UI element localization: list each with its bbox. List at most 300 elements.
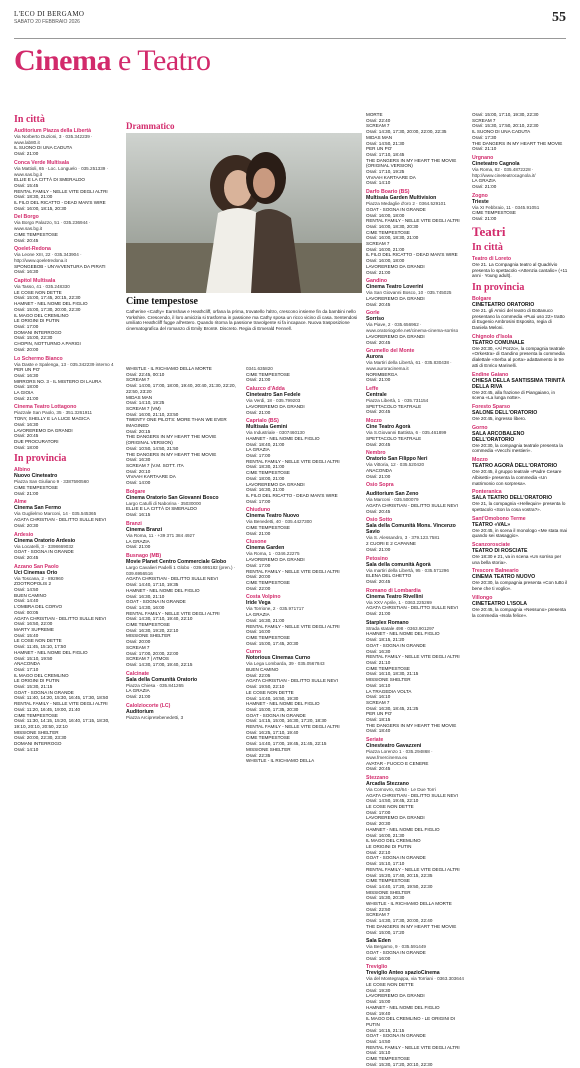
showtime-line: CIME TEMPESTOSE: [366, 1056, 410, 1062]
venue-town: Albino: [14, 467, 31, 474]
venue-town: Gandino: [366, 278, 388, 285]
showtime-line: Orari: 16:00, 18:15, 20:30: [14, 205, 67, 211]
venue-listing: [472, 193, 568, 222]
venue-town: Ponteranica: [472, 489, 502, 496]
showtime-line: SCREAM 7: [472, 117, 496, 123]
showtime-line: Orari: 16:30, 21:00: [246, 487, 285, 493]
venue-name: SALA ARCOBALENO DELL'ORATORIO: [472, 430, 525, 443]
showtime-line: MIDAS MAN: [126, 394, 153, 400]
showtime-line: Orari: 21:00: [472, 216, 497, 222]
showtime-line: Orari: 18:30, 21:00: [14, 194, 53, 200]
venue-address: Via S. Alessandro, 3 · 379.123.7581: [366, 535, 440, 541]
showtime-line: Orari: 16:00, 18:30, 20:30: [366, 223, 419, 229]
venue-listing: [246, 386, 358, 415]
showtime-line: Orari: 21:00: [126, 544, 151, 550]
showtime-line: MIRRORS NO. 3 - IL MISTERO DI LAURA: [14, 378, 102, 384]
showtime-line: Orari: 17:00: [246, 498, 271, 504]
venue-listing: [126, 521, 238, 550]
showtime-line: HAMNET - NEL NOME DEL FIGLIO: [366, 631, 440, 637]
showtime-line: CIME TEMPESTOSE: [126, 622, 170, 628]
showtime-line: Orari: 20:45: [366, 441, 391, 447]
venue-listing: [14, 467, 118, 496]
venue-name: SALONE DELL'ORATORIO: [472, 409, 538, 416]
venue-town: Capitol Multisala: [14, 278, 56, 285]
showtime-line: Orari: 21:00: [126, 694, 151, 700]
venue-town: Azzano San Paolo: [14, 563, 59, 570]
venue-name: Iride Vega: [246, 600, 271, 607]
venue-town: Leffe: [366, 386, 379, 393]
showtime-line: GOAT - SOGNA IN GRANDE: [366, 642, 426, 648]
showtime-line: Orari: 16:10: [366, 694, 391, 700]
venue-name: TEATRO AGORÀ DELL'ORATORIO: [472, 463, 558, 470]
showtime-line: VIVAAH KARTAARE DA: [366, 174, 416, 180]
venue-name: Trieste: [472, 198, 489, 205]
showtime-line: LAVOREREMO DA GRANDI: [246, 481, 305, 487]
showtime-line: Orari: 17:00: [366, 809, 391, 815]
showtime-line: Orari: 16:30, 19:20, 22:10: [126, 627, 179, 633]
venue-address: Via Roma, 11 · +39 371 384 4927: [126, 532, 195, 538]
venue-name: CINETEATRO ORATORIO: [472, 301, 535, 308]
showtime-line: HAMNET - NEL NOME DEL FIGLIO: [246, 435, 320, 441]
venue-name: Multisala Garden Multivision: [366, 195, 437, 202]
venue-address: Via Daste e Spalenga, 13 · 035.342239 interno 4: [14, 361, 114, 367]
venue-town: Endine Gaiano: [472, 371, 509, 378]
showtime-line: HAMNET - NEL NOME DEL FIGLIO: [366, 826, 440, 832]
showtime-line: RENTAL FAMILY - NELLE VITE DEGLI ALTRI: [366, 1044, 460, 1050]
venue-town: Scanzorosciate: [472, 542, 511, 549]
venue-listing: [472, 256, 568, 279]
venue-listing: [366, 938, 464, 961]
showtime-line: Orari: 11:30, 14:15, 15:20, 16:40, 17:15, 18:30, 19:10, 20:10, 20:50, 22:10: [14, 718, 110, 729]
showtime-line: Orari: 19:40: [366, 1010, 391, 1016]
showtime-line: ELLIE E LA CITTÀ DI SMERALDO: [14, 177, 85, 183]
showtime-line: LA TRAGEDIA VOLTA: [366, 688, 412, 694]
review-title: Cime tempestose: [126, 296, 198, 307]
showtime-line: Orari: 20:00, 22:30, 23:30: [14, 735, 67, 741]
venue-town: Petosino: [366, 555, 388, 562]
venue-listing: [366, 310, 464, 345]
venue-listing: [472, 112, 568, 152]
showtime-line: Orari: 14:40, 17:20, 19:50, 22:30: [366, 883, 433, 889]
showtime-line: Orari: 22:50: [366, 906, 391, 912]
showtime-line: Orari: 15:10: [366, 1050, 391, 1056]
venue-name: Cinema Teatro Loverini: [366, 284, 424, 291]
venue-listing: [14, 532, 118, 561]
venue-name: Auditorium San Zeno: [366, 491, 419, 498]
showtime-line: Orari: 16:30: [14, 372, 39, 378]
showtime-line: DOMANI INTERROGO: [14, 329, 62, 335]
showtime-line: Orari: 21:00: [366, 611, 391, 617]
venue-address: Piazza San Giuliano 9 · 3387590560: [14, 479, 89, 485]
showtime-line: MORTE: [366, 112, 383, 117]
venue-town: Alme: [14, 499, 27, 506]
showtime-line: Orari: 17:30: [472, 134, 497, 140]
venue-town: Chignolo d'Isola: [472, 333, 513, 340]
venue-address: Piazza Chiesa · 035.841265: [126, 682, 184, 688]
venue-listing: [366, 964, 464, 1067]
showtime-line: RENTAL FAMILY - NELLE VITE DEGLI ALTRI: [14, 188, 108, 194]
showtime-line: 2 CUORI E 2 CAPANNE: [366, 541, 416, 547]
showtime-line: MISSIONE SHELTER: [246, 746, 291, 752]
showtime-line: NORIMBERGA: [366, 371, 398, 377]
showtime-line: THE DANGERS IN MY HEART THE MOVIE: [472, 140, 563, 146]
venue-listing: [14, 128, 118, 157]
showtime-line: THE DANGERS IN MY HEART THE MOVIE (ORIGINAL VERSION): [126, 434, 217, 446]
showtime-line: Orari: 14:50: [366, 1039, 391, 1045]
showtime-line: Orari: 22:10: [366, 849, 391, 855]
showtime-line: Orari: 15:30, 21:15: [14, 684, 53, 690]
showtime-line: Orari: 11:45, 15:10, 17:50: [14, 644, 67, 650]
showtime-line: Orari: 19:50, 22:10: [246, 684, 285, 690]
showtime-line: Orari: 14:50, 19:45, 22:10: [366, 798, 419, 804]
showtime-line: Orari: 16:30, 21:10: [126, 593, 165, 599]
page-title: Cinema e Teatro: [14, 44, 211, 77]
venue-town: Grumello del Monte: [366, 348, 415, 355]
showtime-line: HAMNET - NEL NOME DEL FIGLIO: [14, 301, 88, 307]
showtime-line: Orari: 16:00, 18:00: [366, 212, 405, 218]
venue-town: Osio Sopra: [366, 482, 394, 489]
venue-listing: [366, 556, 464, 585]
venue-address: Via Toscana, 2 · 892960: [14, 575, 64, 581]
venue-town: Calcinate: [126, 670, 150, 677]
venue-address: Via martiri della Libertà, 95 · 035.571296: [366, 567, 449, 573]
newspaper-name: L'ECO DI BERGAMO: [14, 10, 85, 18]
showtime-line: MIDAS MAN: [366, 134, 393, 140]
showtime-line: Orari: 21:00: [14, 395, 39, 401]
showtime-line: Orari: 14:30, 17:10, 19:40, 22:10: [126, 616, 193, 622]
section-teatri: Teatri: [472, 223, 506, 239]
showtime-line: Orari: 11:20, 16:45, 19:00, 21:40: [14, 706, 81, 712]
showtime-line: Orari: 11:40, 14:20, 15:30, 16:45, 17:30, 18:50: [14, 695, 109, 701]
venue-listing: [14, 356, 118, 402]
showtime-line: Orari: 15:20, 17:40, 20:15, 22:35: [366, 872, 433, 878]
showtime-line: CIME TEMPESTOSE: [14, 231, 58, 237]
showtime-line: Orari: 10:50, 14:50, 21:50: [126, 445, 179, 451]
showtime-line: MISSIONE SHELTER: [126, 633, 171, 639]
showtime-line: CIME TEMPESTOSE: [246, 634, 290, 640]
showtime-line: Orari: 17:10, 18:45: [366, 151, 405, 157]
showtime-line: Orari: 22:35: [246, 752, 271, 758]
venue-listing: [14, 160, 118, 212]
showtime-line: CIME TEMPESTOSE: [246, 579, 290, 585]
showtime-line: Orari: 15:45: [14, 182, 39, 188]
showtime-line: TONY, SHELLY E LA LUCE MAGICA: [14, 416, 90, 422]
showtime-line: Orari: 19:30: [366, 987, 391, 993]
showtime-line: BUEN CAMINO: [14, 592, 47, 598]
venue-name: Auditorium: [126, 708, 154, 715]
showtime-line: IL MAGO DEL CREMLINO: [366, 838, 421, 844]
venue-address: Strada statale 498 · 0363.901297: [366, 625, 435, 631]
showtime-line: Orari: 21:00: [366, 473, 391, 479]
venue-listing: [472, 457, 568, 486]
showtime-line: GOAT - SOGNA IN GRANDE: [246, 712, 306, 718]
showtime-line: Orari: 21:00: [246, 530, 271, 536]
showtime-line: HAMNET - NEL NOME DEL FIGLIO: [366, 1004, 440, 1010]
showtime-line: LE COSE NON DETTE: [246, 689, 294, 695]
venue-address: Via Vittoria, 12 · 035.520420: [366, 462, 425, 468]
venue-listing: [126, 671, 238, 700]
venue-listing: [14, 214, 118, 243]
showtime-line: Orari: 15:00, 22:30: [14, 335, 53, 341]
showtime-line: Orari: 22:00: [246, 585, 271, 591]
showtime-line: Orari: 16:30: [366, 648, 391, 654]
showtime-line: Orari: 14:30, 17:00, 19:40, 22:15: [126, 661, 193, 667]
showtime-line: TWENTY ONE PILOTS: MORE THAN WE EVER IMAGINED: [126, 417, 227, 429]
venue-name: CINEMA TEATRO NUOVO: [472, 574, 536, 581]
venue-name: TEATRO DI ROSCIATE: [472, 548, 528, 555]
venue-address: Largo Cavalieri Padelli 1 Globo · 039.695182 (pren.) · 039.6956516: [126, 564, 236, 576]
venue-name: Cinesteatro Gavazzeni: [366, 743, 422, 750]
showtime-line: Orari: 15:10, 17:10: [366, 861, 405, 867]
showtime-line: CIME TEMPESTOSE: [246, 525, 290, 531]
showtime-line: Orari: 16:10, 18:30, 21:15: [366, 671, 419, 677]
venue-address: Via Locatelli, 3 · 3398669032: [14, 543, 74, 549]
venue-listing: [246, 649, 358, 764]
venue-address: Via Industriale · 0307460130: [246, 430, 305, 436]
showtime-line: SPETTACOLO TEATRALE: [366, 403, 422, 409]
venue-listing: [366, 588, 464, 617]
showtime-line: Orari: 21:10: [366, 660, 391, 665]
venue-name: Oratorio San Filippo Neri: [366, 456, 428, 463]
showtime-line: Orari: 20:45: [366, 409, 391, 415]
showtime-line: Ore 18:30 e 21, va in scena «Un sorriso per una bella storia».: [472, 554, 562, 565]
showtime-line: Orari: 16:30, 18:45, 21:25: [366, 705, 419, 711]
showtime-line: LAVOREREMO DA GRANDI: [246, 557, 305, 563]
venue-address: Via S.Giovanni Battista, 6 · 035.461899: [366, 430, 447, 436]
showtime-line: Orari: 16:00, 21:00: [366, 246, 405, 252]
venue-address: Via Roma, 82 · 035.4872228 · http://www.cineteatrocagnola.it/: [472, 166, 536, 178]
venue-name: Cineteatro Cagnola: [472, 160, 520, 167]
showtime-line: LA GRAZIA: [246, 612, 270, 618]
venue-listing: [472, 404, 568, 422]
venue-listing: [366, 189, 464, 275]
showtime-line: LE COSE NON DETTE: [14, 638, 62, 644]
venue-name: Sorriso: [366, 316, 385, 323]
showtime-line: VIVAAH KARTAARE DA: [126, 474, 176, 480]
venue-address: Via XI Febbraio, 11 · 0345.91051: [472, 204, 540, 210]
showtime-line: Orari: 21:00: [366, 546, 391, 552]
showtime-line: LE ORIGINI DI PUTIN: [366, 843, 412, 849]
venue-address: 0341.635820: [246, 366, 273, 371]
page-header: [14, 10, 566, 38]
showtime-line: SCREAM 7 (V.M. SOTT. ITA: [126, 462, 184, 468]
venue-town: Calolziocorte (LC): [126, 702, 171, 709]
venue-town: Villongo: [472, 594, 493, 601]
showtime-line: BUEN CAMINO: [246, 667, 279, 673]
showtime-line: LA GRAZIA: [472, 178, 496, 184]
showtime-line: Ore 20:45, alla frazione di Piangaiano, in scena «La lunga notte».: [472, 389, 555, 401]
venue-address: Via del Montegrappa, via Torriani · 0363.303644: [366, 976, 464, 982]
venue-listing: [472, 372, 568, 401]
showtime-line: Orari: 14:40, 17:10, 19:35: [126, 582, 179, 588]
showtime-line: AGATA CHRISTIAN - DELITTO SULLE NEVI: [246, 678, 338, 684]
showtime-line: HAMNET - NEL NOME DEL FIGLIO: [126, 587, 200, 593]
showtime-line: WHISTLE - IL RICHIAMO DELLA MORTE: [366, 901, 452, 907]
showtime-line: MISSIONE SHELTER: [366, 677, 411, 683]
showtime-line: LE ORIGINI DI PUTIN: [14, 678, 60, 684]
showtime-line: Orari: 20:45: [14, 237, 39, 243]
venue-town: Mozzo: [472, 457, 488, 464]
review-body: Catherine «Cathy» Earnshaw e Heathcliff, orfana la prima, trovatello l'altro, crescono insieme fin da bambini nello Yorkshire. Crescendo, il loro amicizia si trasforma in passione ma Cathy sposa un ricco vicino di casa. Sentendosi umiliato Heathcliff fugge all'estero. Quando ritorna la passione travolgente si fa incapace. Nuova trasposizione cinematografica del romanzo di Emily Brontë. Discreto. Regia di Emerald Fennell.: [126, 309, 358, 331]
showtime-line: LE COSE NON DETTE: [366, 982, 414, 988]
showtime-line: DUE PROCURATORI: [14, 438, 59, 444]
showtime-line: Orari: 14:10, 19:25: [126, 400, 165, 406]
venue-name: Cinema Oratorio Ardesio: [14, 537, 76, 544]
showtime-line: Orari: 21:00: [14, 490, 39, 496]
venue-name: Cinema San Fermo: [14, 505, 61, 512]
venue-town: Ardesio: [14, 531, 34, 538]
header-rule: [14, 38, 566, 39]
showtime-line: Orari: 18:00: [14, 444, 39, 450]
showtime-line: Orari: 20:45: [14, 554, 39, 560]
showtime-line: IL FILO DEL RICATTO - DEAD MAN'S WIRE: [366, 252, 458, 258]
venue-name: Cineteatro San Fedele: [246, 392, 301, 399]
showtime-line: LA GRAZIA: [126, 688, 150, 694]
showtime-line: Orari: 16:10: [366, 682, 391, 688]
showtime-line: AGATA CHRISTIAN - DELITTO SULLE NEVI: [14, 517, 106, 523]
showtime-line: SCREAM 7: [126, 644, 150, 650]
showtime-line: Orari: 15:00, 17:45, 20:30: [246, 640, 299, 646]
venue-listing: [472, 542, 568, 565]
venue-listing: [246, 507, 358, 536]
showtime-line: IL FILO DEL RICATTO - DEAD MAN'S WIRE: [14, 200, 106, 206]
showtime-line: PER UN PO': [366, 146, 393, 152]
showtime-line: Orari: 15:00, 17:45, 20:15, 22:30: [14, 295, 81, 301]
venue-listing: [472, 516, 568, 539]
venue-listing: [472, 334, 568, 369]
venue-listing: [246, 366, 358, 383]
showtime-line: GOAT - SOGNA IN GRANDE: [366, 1033, 426, 1039]
venue-name: Centrale: [366, 392, 387, 399]
showtime-line: IL MAGO DEL CREMLINO: [14, 312, 69, 318]
venue-address: Via San Giovanni Bosco, 10 · 035.745025: [366, 290, 452, 296]
venue-town: Bolgare: [472, 295, 492, 302]
showtime-line: Orari: 15:00, 17:10, 19:30, 22:30: [472, 112, 539, 117]
venue-address: Piazzale San Paolo, 35 · 351.3261911: [14, 410, 93, 416]
showtime-line: HAMNET - NEL NOME DEL FIGLIO: [14, 649, 88, 655]
venue-name: Cinema Branzi: [126, 526, 163, 533]
showtime-line: Ore 21. La Compagnia teatro al Quadrivio presenta lo spettacolo «Attenzia cantalio» (+11 anni · Young adult).: [472, 261, 568, 279]
showtime-line: CIME TEMPESTOSE: [14, 485, 58, 491]
showtime-line: DOMANI INTERROGO: [14, 741, 62, 747]
showtime-line: Ore 20:45, in scena il monologo «Me stata mai quando sei stasaggio».: [472, 527, 567, 539]
showtime-line: AGATA CHRISTIAN - DELITTO SULLE NEVI: [14, 615, 106, 621]
venue-address: Via Roma, 1 · 0346.22275: [246, 551, 300, 557]
showtime-line: Orari: 16:30: [14, 421, 39, 427]
venue-town: Clusone: [246, 539, 267, 546]
venue-address: Via Piave, 2 · 035.656962 · www.oratoriogorle.net/cinema-cinema-sorriso: [366, 322, 459, 334]
showtime-line: Orari: 20:45: [366, 339, 391, 345]
venue-address: Piazza Libertà, 1 · 035.731154: [366, 398, 429, 404]
venue-town: Teatro di Loreto: [472, 255, 512, 262]
showtime-line: RENTAL FAMILY - NELLE VITE DEGLI ALTRI: [366, 654, 460, 660]
venue-listing: [14, 499, 118, 528]
showtime-line: PER UN PO': [14, 367, 41, 373]
showtime-line: AGATA CHRISTIAN - DELITTO SULLE NEVI: [366, 792, 458, 798]
showtime-line: Orari: 18:40: [366, 728, 391, 734]
venue-name: Cinema Oratorio San Giovanni Bosco: [126, 494, 219, 501]
venue-address: Via Guglielmo Marconi, 14 · 035.545365: [14, 511, 97, 517]
venue-name: Sala della comunità Agorà: [366, 561, 431, 568]
venue-town: Sant'Omobono Terme: [472, 515, 526, 522]
film-review: [126, 296, 362, 331]
showtime-line: SCREAM 7 | ATMOS: [126, 656, 169, 662]
showtime-line: Orari: 14:30, 16:00: [126, 604, 165, 610]
venue-listing: [366, 112, 464, 186]
subsection-heading: In provincia: [472, 281, 525, 293]
showtime-line: Orari: 14:50: [14, 587, 39, 593]
showtime-line: IL SUONO DI UNA CADUTA: [472, 129, 531, 135]
showtime-line: CIME TEMPESTOSE: [14, 712, 58, 718]
showtime-line: IL MAGO DEL CREMLINO: [14, 672, 69, 678]
showtime-line: Orari: 18:30, 21:00: [246, 464, 285, 470]
venue-name: Movie Planet Centro Commerciale Globo: [126, 558, 227, 565]
showtime-line: CIME TEMPESTOSE: [472, 210, 516, 216]
venue-listing: [366, 418, 464, 447]
showtime-line: SPETTACOLO TEATRALE: [366, 435, 422, 441]
showtime-line: WHISTLE - IL RICHIAMO DELLA: [246, 758, 315, 764]
showtime-line: GOAT - SOGNA IN GRANDE: [126, 599, 186, 605]
showtime-line: RENTAL FAMILY - NELLE VITE DEGLI ALTRI: [246, 458, 340, 464]
showtime-line: LAVOREREMO DA GRANDI: [366, 993, 425, 999]
showtime-line: CIME TEMPESTOSE: [366, 878, 410, 884]
film-still-image: [126, 133, 362, 293]
showtime-line: RENTAL FAMILY - NELLE VITE DEGLI ALTRI: [366, 866, 460, 872]
showtime-line: Orari: 20:45: [366, 508, 391, 514]
showtime-line: Ore 20:45, il gruppo teatrale «Padre Cesare Albisetti» presenta la commedia «Un matrimonio con sorpresa».: [472, 469, 562, 486]
showtime-line: LAVOREREMO DA GRANDI: [366, 295, 425, 301]
showtime-line: Orari: 20:45: [366, 301, 391, 307]
venue-town: Nembro: [366, 450, 386, 457]
venue-town: Trescore Balneario: [472, 568, 519, 575]
column-3: [246, 366, 358, 836]
showtime-line: ELENA DEL GHETTO: [366, 573, 412, 579]
showtime-line: Orari: 17:10, 19:25: [366, 169, 405, 175]
showtime-line: RENTAL FAMILY - NELLE VITE DEGLI ALTRI: [246, 568, 340, 574]
showtime-line: RENTAL FAMILY - NELLE VITE DEGLI ALTRI: [126, 610, 220, 616]
showtime-line: MISSIONE SHELTER: [366, 889, 411, 895]
showtime-line: Orari: 15:00, 17:35, 20:30: [246, 706, 299, 712]
showtime-line: PER UN PO': [366, 711, 393, 717]
venue-town: Branzi: [126, 520, 142, 527]
showtime-line: Ore 20:30, «Al Pozzo», la compagnia teatrale «Orkestra» di Gandino presenta la commedia dialettale «Serba al porta» adattamento in tre atti di Enrico Marinelli.: [472, 345, 565, 368]
venue-town: Caluzco d'Adda: [246, 386, 285, 393]
showtime-line: Orari: 16:00: [246, 629, 271, 635]
showtime-line: SCREAM 7: [366, 699, 390, 705]
venue-name: Cinema Garden: [246, 545, 285, 552]
showtime-line: Orari: 22:40: [366, 117, 391, 123]
showtime-line: Orari: 21:00: [366, 269, 391, 275]
showtime-line: Orari: 20:00: [126, 639, 151, 645]
venue-town: Costa Volpino: [246, 594, 281, 601]
showtime-line: Orari: 22:05: [246, 672, 271, 678]
showtime-line: Orari: 16:50, 22:00: [14, 621, 53, 627]
showtime-line: AGATA CHRISTIAN - DELITTO SULLE NEVI: [126, 576, 218, 582]
showtime-line: THE DANGERS IN MY HEART THE MOVIE: [366, 722, 457, 728]
showtime-line: SCREAM 7: [366, 241, 390, 247]
venue-town: Foresto Sparso: [472, 403, 511, 410]
venue-address: Piazza Arcipretebenedetti, 3: [126, 714, 184, 720]
showtime-line: Orari: 15:00, 17:20: [366, 929, 405, 935]
showtime-line: MISSIONE SHELTER: [14, 729, 59, 735]
venue-listing: [126, 489, 238, 518]
showtime-line: LAVOREREMO DA GRANDI: [14, 427, 73, 433]
venue-address: Via Lega Lombarda, 39 · 035.0567843: [246, 661, 325, 667]
showtime-line: Orari: 17:10: [14, 666, 39, 672]
showtime-line: Orari: 14:30, 17:30, 20:00, 22:00, 22:35: [366, 129, 447, 135]
venue-name: Notorious Cinemas Curno: [246, 655, 311, 662]
venue-town: Osio Sotto: [366, 517, 393, 524]
